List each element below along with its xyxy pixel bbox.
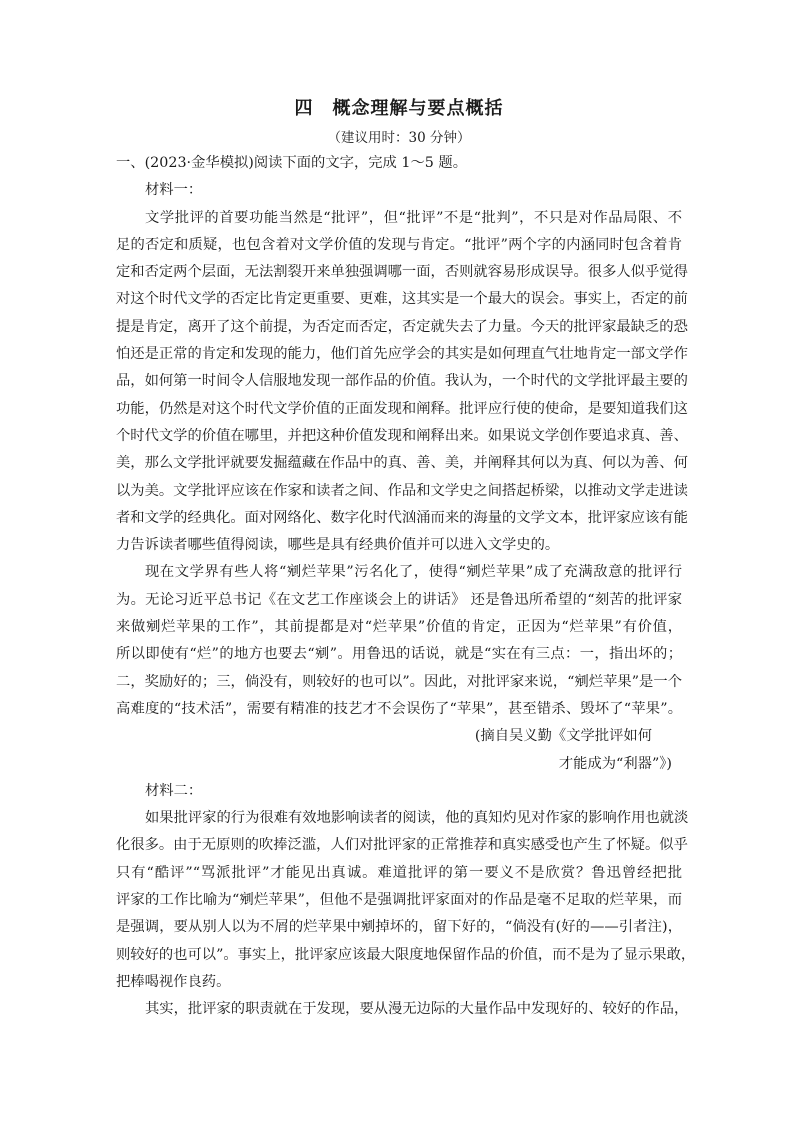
text-line: 以为美。文学批评应该在作家和读者之间、作品和文学史之间搭起桥梁，以推动文学走进读 (116, 482, 688, 499)
text-line: 个时代文学的价值在哪里，并把这种价值发现和阐释出来。如果说文学创作要追求真、善、 (116, 427, 688, 444)
text-line: 定和否定两个层面，无法割裂开来单独强调哪一面，否则就容易形成误导。很多人似乎觉得 (116, 264, 688, 281)
text-line: 只有“酷评”“骂派批评”才能见出真诚。难道批评的第一要义不是欣赏？鲁迅曾经把批 (116, 864, 682, 881)
text-line: 评家的工作比喻为“剜烂苹果”，但他不是强调批评家面对的作品是毫不足取的烂苹果，而 (116, 892, 682, 909)
material1-source-line2: 才能成为“利器”》) (558, 755, 672, 772)
text-line: 为。无论习近平总书记《在文艺工作座谈会上的讲话》 还是鲁迅所希望的“刻苦的批评家 (116, 591, 682, 608)
text-line: 功能，仍然是对这个时代文学价值的正面发现和阐释。批评应行使的使命，是要知道我们这 (116, 400, 688, 417)
material2-paragraph1 (116, 805, 696, 996)
material1-paragraph1 (116, 205, 688, 560)
material1-paragraph2 (116, 559, 682, 723)
text-line: 者和文学的经典化。面对网络化、数字化时代汹涌而来的海量的文学文本，批评家应该有能 (116, 509, 688, 526)
text-line: 对这个时代文学的否定比肯定更重要、更难，这其实是一个最大的误会。事实上，否定的前 (116, 291, 688, 308)
text-line: 怕还是正常的肯定和发现的能力，他们首先应学会的其实是如何理直气壮地肯定一部文学作 (116, 346, 688, 363)
material2-paragraph2 (116, 996, 689, 1023)
text-line: 则较好的也可以”。事实上，批评家应该最大限度地保留作品的价值，而不是为了显示果敢， (116, 946, 696, 963)
text-line: 来做剜烂苹果的工作”，其前提都是对“烂苹果”价值的肯定，正因为“烂苹果”有价值， (116, 619, 682, 636)
text-line: 化很多。由于无原则的吹捧泛滥，人们对批评家的正常推荐和真实感受也产生了怀疑。似乎 (116, 837, 688, 854)
text-line: 力告诉读者哪些值得阅读，哪些是具有经典价值并可以进入文学史的。 (116, 537, 560, 554)
text-line: 美，那么文学批评就要发掘蕴藏在作品中的真、善、美，并阐释其何以为真、何以为善、何 (116, 455, 688, 472)
suggested-time: （建议用时：30 分钟） (327, 130, 471, 146)
text-line: 其实，批评家的职责就在于发现，要从漫无边际的大量作品中发现好的、较好的作品， (145, 1001, 689, 1018)
document-page (116, 92, 696, 1024)
text-line: 所以即使有“烂”的地方也要去“剜”。用鲁迅的话说，就是“实在有三点：一，指出坏的； (116, 646, 682, 663)
text-line: 二，奖励好的；三，倘没有，则较好的也可以”。因此，对批评家来说，“剜烂苹果”是一个 (116, 673, 682, 690)
text-line: 高难度的“技术活”，需要有精准的技艺才不会误伤了“苹果”，甚至错杀、毁坏了“苹果”。 (116, 700, 682, 717)
material2-label: 材料二： (145, 782, 203, 799)
text-line: 足的否定和质疑，也包含着对文学价值的发现与肯定。“批评”两个字的内涵同时包含着肯 (116, 236, 682, 253)
material1-label: 材料一： (145, 182, 203, 199)
text-line: 文学批评的首要功能当然是“批评”，但“批评”不是“批判”，不只是对作品局限、不 (145, 209, 682, 226)
text-line: 把棒喝视作良药。 (116, 973, 231, 990)
text-line: 现在文学界有些人将“剜烂苹果”污名化了，使得“剜烂苹果”成了充满敌意的批评行 (145, 564, 682, 581)
text-line: 是强调，要从别人以为不屑的烂苹果中剜掉坏的，留下好的，“倘没有(好的——引者注)， (116, 919, 682, 936)
question-intro: 一、(2023·金华模拟)阅读下面的文字，完成 1～5 题。 (116, 155, 468, 171)
material1-source-line1: (摘自吴义勤《文学批评如何 (474, 728, 652, 745)
text-line: 品，如何第一时间令人信服地发现一部作品的价值。我认为，一个时代的文学批评最主要的 (116, 373, 688, 390)
page-title: 四 概念理解与要点概括 (294, 98, 504, 119)
text-line: 提是肯定，离开了这个前提，为否定而否定，否定就失去了力量。今天的批评家最缺乏的恐 (116, 318, 688, 335)
text-line: 如果批评家的行为很难有效地影响读者的阅读，他的真知灼见对作家的影响作用也就淡 (145, 810, 689, 827)
